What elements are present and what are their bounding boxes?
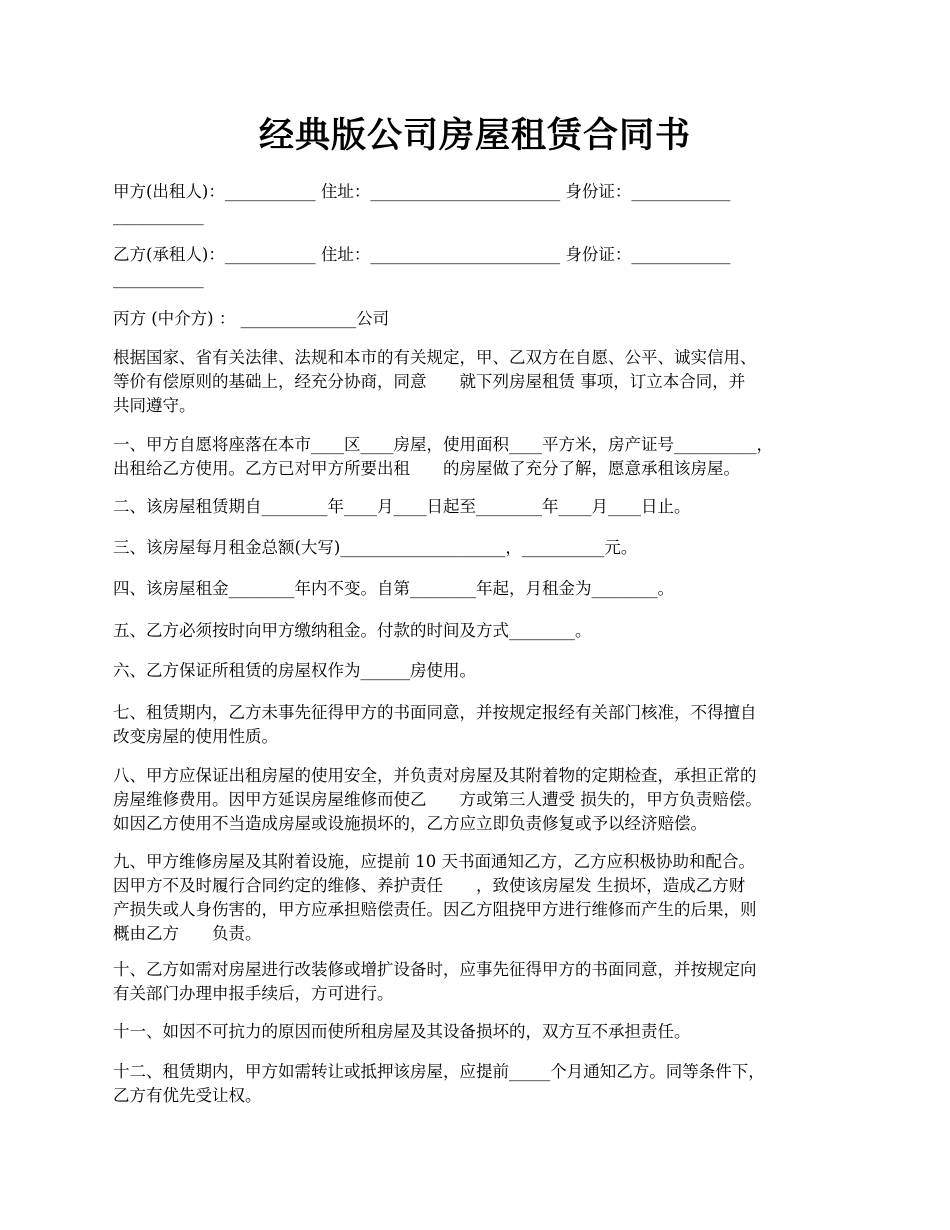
text-line: 产损失或人身伤害的，甲方应承担赔偿责任。因乙方阻挠甲方进行维修而产生的后果，则: [113, 900, 757, 919]
text-line: 甲方(出租人)：___________ 住址：_______________________ 身份证：____________: [113, 182, 731, 201]
clause-8: [113, 764, 848, 836]
text-line: 十一、如因不可抗力的原因而使所租房屋及其设备损坏的，双方互不承担责任。: [113, 1022, 691, 1041]
clause-12: [113, 1060, 848, 1108]
text-line: 改变房屋的使用性质。: [113, 727, 278, 746]
document-title: 经典版公司房屋租赁合同书: [258, 115, 691, 156]
text-line: 十、乙方如需对房屋进行改装修或增扩设备时，应事先征得甲方的书面同意，并按规定向: [113, 960, 757, 979]
text-line: 十二、租赁期内，甲方如需转让或抵押该房屋，应提前_____个月通知乙方。同等条件下，: [113, 1062, 765, 1081]
preamble-paragraph: [113, 346, 848, 418]
text-line: 五、乙方必须按时向甲方缴纳租金。付款的时间及方式________。: [113, 621, 592, 640]
text-line: 二、该房屋租赁期自________年____月____日起至________年____月____日止。: [113, 497, 691, 516]
text-line: 六、乙方保证所租赁的房屋权作为______房使用。: [113, 661, 476, 680]
party-a-info: [113, 180, 848, 228]
text-line: 根据国家、省有关法律、法规和本市的有关规定，甲、乙双方在自愿、公平、诚实信用、: [113, 348, 757, 367]
party-c-info: [113, 307, 848, 331]
text-line: 乙方有优先受让权。: [113, 1086, 262, 1105]
text-line: 九、甲方维修房屋及其附着设施，应提前 10 天书面通知乙方，乙方应积极协助和配合。: [113, 852, 755, 871]
clause-6: [113, 659, 848, 683]
text-line: 一、甲方自愿将座落在本市____区____房屋，使用面积____平方米，房产证号__________，: [113, 435, 773, 454]
clause-3: [113, 536, 848, 560]
text-line: 等价有偿原则的基础上，经充分协商，同意 就下列房屋租赁 事项，订立本合同，并: [113, 372, 746, 391]
text-line: ___________: [113, 206, 204, 225]
text-line: 八、甲方应保证出租房屋的使用安全，并负责对房屋及其附着物的定期检查，承担正常的: [113, 766, 757, 785]
text-line: 出租给乙方使用。乙方已对甲方所要出租 的房屋做了充分了解，愿意承租该房屋。: [113, 459, 740, 478]
text-line: 乙方(承租人)：___________ 住址：_______________________ 身份证：____________: [113, 245, 731, 264]
text-line: 四、该房屋租金________年内不变。自第________年起，月租金为________。: [113, 579, 674, 598]
clause-1: [113, 433, 848, 481]
clause-9: [113, 850, 848, 946]
text-line: 共同遵守。: [113, 396, 196, 415]
clause-4: [113, 577, 848, 601]
text-line: ___________: [113, 269, 204, 288]
text-line: 房屋维修费用。因甲方延误房屋维修而使乙 方或第三人遭受 损失的，甲方负责赔偿。: [113, 790, 762, 809]
clause-5: [113, 619, 848, 643]
text-line: 概由乙方 负责。: [113, 924, 262, 943]
party-b-info: [113, 243, 848, 291]
text-line: 如因乙方使用不当造成房屋或设施损坏的，乙方应立即负责修复或予以经济赔偿。: [113, 814, 707, 833]
text-line: 七、租赁期内，乙方未事先征得甲方的书面同意，并按规定报经有关部门核准，不得擅自: [113, 703, 757, 722]
clause-7: [113, 701, 848, 749]
clause-2: [113, 495, 848, 519]
text-line: 丙方 (中介方) ： ______________公司: [113, 309, 390, 328]
text-line: 因甲方不及时履行合同约定的维修、养护责任 ，致使该房屋发 生损坏，造成乙方财: [113, 876, 746, 895]
text-line: 有关部门办理申报手续后，方可进行。: [113, 984, 394, 1003]
clause-10: [113, 958, 848, 1006]
clause-11: [113, 1020, 848, 1044]
text-line: 三、该房屋每月租金总额(大写)____________________，__________元。: [113, 538, 638, 557]
